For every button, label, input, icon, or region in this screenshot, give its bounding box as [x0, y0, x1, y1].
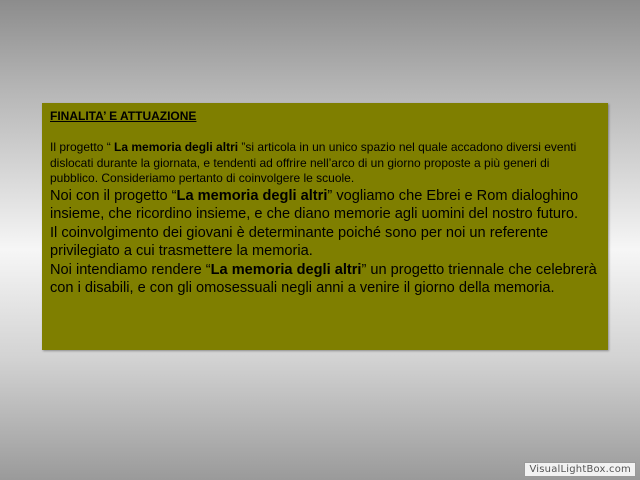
content-box	[42, 103, 608, 350]
section-heading: FINALITA’ E ATTUAZIONE	[50, 109, 197, 123]
project-title-bold: La memoria degli altri	[176, 187, 328, 204]
watermark-link[interactable]: VisualLightBox.com	[524, 462, 636, 477]
intro-text-end: ”si articola in un unico spazio nel quale accadono diversi eventi dislocati durante la giornata, e tendenti ad offrire nell’arco di un giorno proposte a più generi di pubblico. Consideriamo pertanto di coinvolgere le scuole.	[50, 140, 577, 186]
goal-paragraph	[50, 187, 600, 224]
project-title-bold: La memoria degli altri	[210, 261, 362, 278]
plan-text-start: Noi intendiamo rendere “	[50, 261, 211, 278]
project-title-bold: La memoria degli altri	[114, 140, 239, 154]
intro-text-start: Il progetto “	[50, 140, 115, 154]
intro-paragraph	[50, 140, 600, 187]
plan-paragraph	[50, 261, 600, 298]
youth-paragraph: Il coinvolgimento dei giovani è determinante poiché sono per noi un referente privilegiato a cui trasmettere la memoria.	[50, 224, 549, 260]
plan-text-end: ” un progetto triennale che celebrerà con i disabili, e con gli omosessuali negli anni a venire il giorno della memoria.	[50, 261, 597, 297]
goal-text-start: Noi con il progetto “	[50, 187, 177, 204]
goal-text-end: ” vogliamo che Ebrei e Rom dialoghino insieme, che ricordino insieme, e che diano memorie agli uomini del nostro futuro.	[50, 187, 579, 223]
